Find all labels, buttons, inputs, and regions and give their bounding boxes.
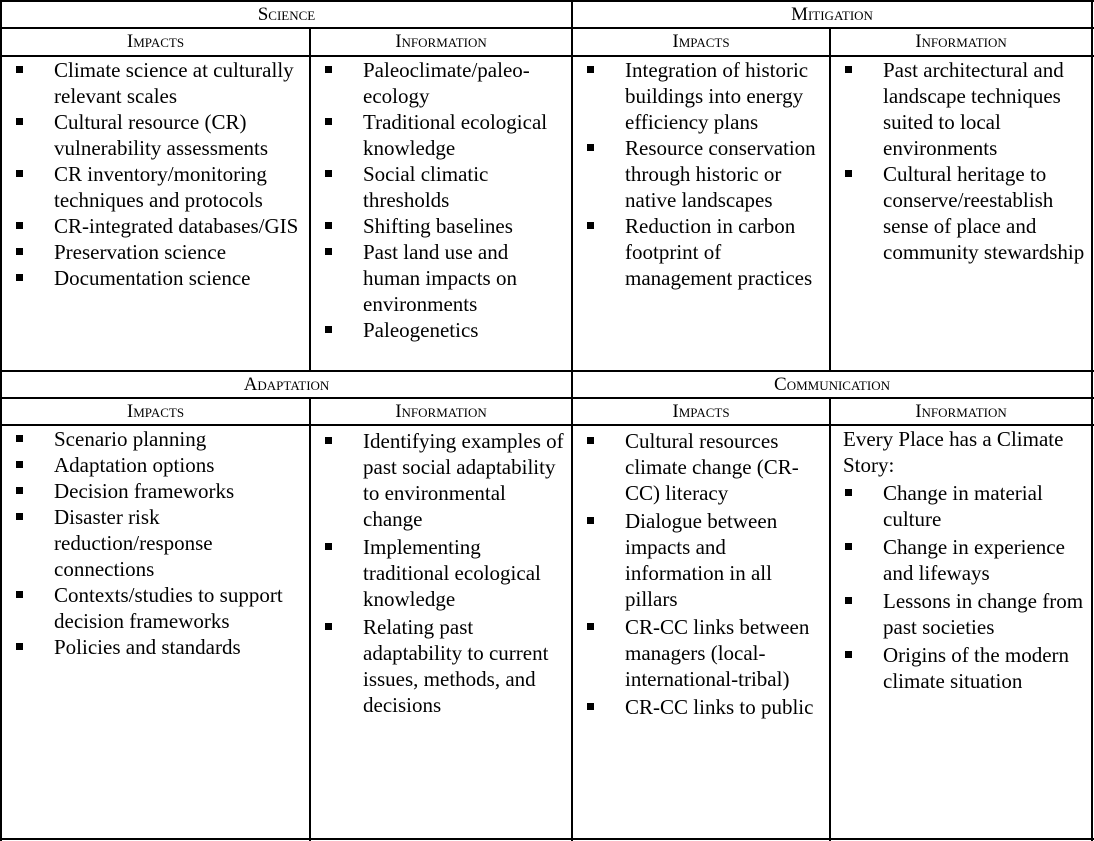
- column-heading-information: Information: [395, 401, 487, 422]
- square-bullet-icon: [587, 703, 594, 710]
- mitigation-impacts-cell: [583, 57, 825, 291]
- square-bullet-icon: [16, 643, 23, 650]
- pillar-heading-communication: Communication: [774, 374, 890, 395]
- list-item: Adaptation options: [12, 452, 304, 478]
- square-bullet-icon: [325, 66, 332, 73]
- square-bullet-icon: [16, 170, 23, 177]
- list-item: Past architectural and landscape techniques suited to local environments: [841, 57, 1088, 161]
- column-heading-information: Information: [915, 31, 1007, 52]
- list-item: Origins of the modern climate situation: [841, 642, 1088, 694]
- adaptation-impacts-cell: [12, 426, 304, 660]
- table-border-bottom: [0, 838, 1094, 840]
- list-item: Change in experience and lifeways: [841, 534, 1088, 586]
- column-heading-impacts: Impacts: [126, 31, 185, 52]
- list-item: Decision frameworks: [12, 478, 304, 504]
- list-item: Scenario planning: [12, 426, 304, 452]
- list-item: Past land use and human impacts on environments: [321, 239, 567, 317]
- mitigation-information-cell: [841, 57, 1088, 265]
- list-item: Identifying examples of past social adaptability to environmental change: [321, 428, 567, 532]
- list-item: Dialogue between impacts and information in all pillars: [583, 508, 825, 612]
- square-bullet-icon: [587, 437, 594, 444]
- list-item: CR inventory/monitoring techniques and protocols: [12, 161, 304, 213]
- list-item: Resource conservation through historic or native landscapes: [583, 135, 825, 213]
- list-item: Cultural resource (CR) vulnerability assessments: [12, 109, 304, 161]
- square-bullet-icon: [16, 66, 23, 73]
- list-item: Paleoclimate/paleo-ecology: [321, 57, 567, 109]
- square-bullet-icon: [325, 248, 332, 255]
- column-heading-information: Information: [915, 401, 1007, 422]
- square-bullet-icon: [16, 487, 23, 494]
- square-bullet-icon: [16, 248, 23, 255]
- pillar-heading-adaptation: Adaptation: [243, 374, 330, 395]
- square-bullet-icon: [845, 170, 852, 177]
- list-item: Integration of historic buildings into energy efficiency plans: [583, 57, 825, 135]
- pillar-heading-science: Science: [257, 4, 316, 25]
- list-item: Lessons in change from past societies: [841, 588, 1088, 640]
- table-rule: [309, 397, 311, 841]
- adaptation-information-cell: [321, 426, 567, 718]
- table-rule: [309, 27, 311, 370]
- square-bullet-icon: [16, 118, 23, 125]
- square-bullet-icon: [16, 461, 23, 468]
- square-bullet-icon: [16, 435, 23, 442]
- list-item: Reduction in carbon footprint of management practices: [583, 213, 825, 291]
- list-item: Relating past adaptability to current issues, methods, and decisions: [321, 614, 567, 718]
- list-item: Paleogenetics: [321, 317, 567, 343]
- square-bullet-icon: [587, 623, 594, 630]
- list-item: Social climatic thresholds: [321, 161, 567, 213]
- square-bullet-icon: [16, 222, 23, 229]
- list-item: CR-CC links between managers (local-international-tribal): [583, 614, 825, 692]
- square-bullet-icon: [845, 543, 852, 550]
- list-item: Policies and standards: [12, 634, 304, 660]
- list-item: CR-CC links to public: [583, 694, 825, 720]
- square-bullet-icon: [325, 437, 332, 444]
- list-item: Traditional ecological knowledge: [321, 109, 567, 161]
- square-bullet-icon: [587, 66, 594, 73]
- square-bullet-icon: [845, 651, 852, 658]
- list-item: CR-integrated databases/GIS: [12, 213, 304, 239]
- column-heading-impacts: Impacts: [672, 401, 730, 422]
- list-item: Disaster risk reduction/response connections: [12, 504, 304, 582]
- list-item: Change in material culture: [841, 480, 1088, 532]
- square-bullet-icon: [845, 66, 852, 73]
- column-heading-impacts: Impacts: [126, 401, 185, 422]
- list-item: Cultural resources climate change (CR-CC) literacy: [583, 428, 825, 506]
- list-item: Shifting baselines: [321, 213, 567, 239]
- square-bullet-icon: [325, 543, 332, 550]
- square-bullet-icon: [845, 489, 852, 496]
- science-impacts-cell: [12, 57, 304, 291]
- square-bullet-icon: [325, 623, 332, 630]
- square-bullet-icon: [16, 591, 23, 598]
- square-bullet-icon: [325, 170, 332, 177]
- list-item: Contexts/studies to support decision frameworks: [12, 582, 304, 634]
- communication-information-cell: [843, 426, 1088, 694]
- communication-impacts-cell: [583, 426, 825, 720]
- square-bullet-icon: [587, 222, 594, 229]
- table-rule: [829, 27, 831, 370]
- square-bullet-icon: [587, 517, 594, 524]
- square-bullet-icon: [587, 144, 594, 151]
- list-item: Climate science at culturally relevant scales: [12, 57, 304, 109]
- list-item: Preservation science: [12, 239, 304, 265]
- science-information-cell: [321, 57, 567, 343]
- table-border-right: [1091, 0, 1093, 841]
- square-bullet-icon: [325, 118, 332, 125]
- table-rule: [829, 397, 831, 841]
- list-item: Implementing traditional ecological knowledge: [321, 534, 567, 612]
- square-bullet-icon: [325, 222, 332, 229]
- square-bullet-icon: [845, 597, 852, 604]
- square-bullet-icon: [325, 326, 332, 333]
- list-item: Documentation science: [12, 265, 304, 291]
- list-item: Cultural heritage to conserve/reestablish sense of place and community stewardship: [841, 161, 1088, 265]
- pillar-heading-mitigation: Mitigation: [791, 4, 873, 25]
- information-intro: Every Place has a Climate Story:: [843, 427, 1064, 477]
- square-bullet-icon: [16, 513, 23, 520]
- square-bullet-icon: [16, 274, 23, 281]
- column-heading-information: Information: [395, 31, 487, 52]
- column-heading-impacts: Impacts: [672, 31, 730, 52]
